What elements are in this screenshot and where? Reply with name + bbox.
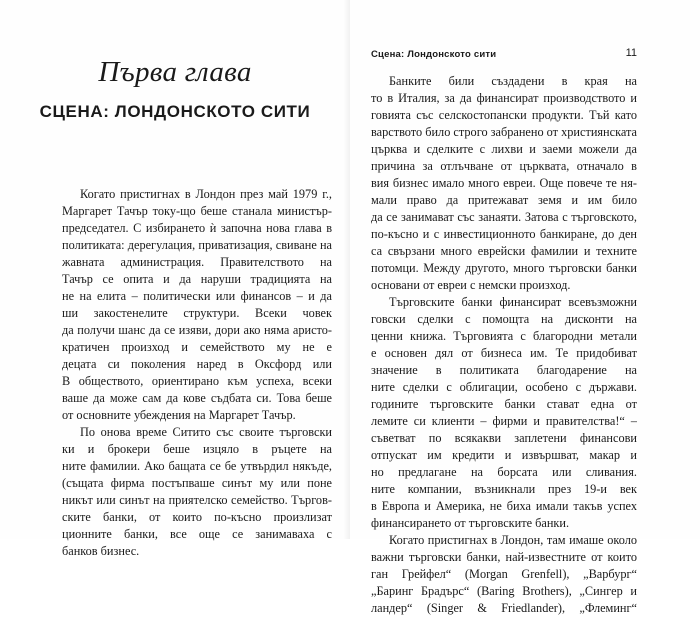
text-line: По онова време Ситито със своите търговски <box>80 425 332 439</box>
text-line: лемите си клиенти – фирми и правителства!“ – <box>371 414 637 428</box>
chapter-title: Първа глава <box>98 56 252 88</box>
text-line: жавната администрация. Правителството на <box>62 255 332 269</box>
text-line: председател. С избирането ѝ започна нова глава в <box>62 221 332 235</box>
text-line: значение в политиката благодарение на <box>371 363 637 377</box>
text-line: Когато пристигнах в Лондон, там имаше около <box>389 533 637 547</box>
text-line: по-късно и с инвестиционното банкиране, до ден <box>371 227 637 241</box>
text-line: ните сделки с облигации, особено с държави. <box>371 380 637 394</box>
text-line: от основните убеждения на Маргарет Тачър. <box>62 408 296 422</box>
text-line: вия бизнес имало много евреи. Още повече те ня- <box>371 176 637 190</box>
text-line: ландер“ (Singer & Friedlander), „Флеминг“ <box>371 601 637 615</box>
scene-title: СЦЕНА: ЛОНДОНСКОТО СИТИ <box>39 102 311 121</box>
text-line: мали право да притежават земя и им било <box>371 193 637 207</box>
right-page-body-text <box>371 73 637 617</box>
text-line: финансирането от търговските банки. <box>371 516 570 530</box>
text-line: ган Грейфел“ (Morgan Grenfell), „Варбург“ <box>371 567 637 581</box>
text-line: кратичен произход и семейството му не е <box>62 340 332 354</box>
text-line: Търговските банки финансират всевъзможни <box>389 295 637 309</box>
text-line: Маргарет Тачър току-що беше станала министър- <box>62 204 332 218</box>
text-line: Банките били създадени в края на <box>389 74 637 88</box>
text-line: е основен дял от бизнеса им. Те придобиват <box>371 346 637 360</box>
text-line: отпускат им кредити и извършват, макар и <box>371 448 637 462</box>
text-line: Когато пристигнах в Лондон през май 1979 г., <box>80 187 332 201</box>
text-line: ваше да може сам да кове съдбата си. Това беше <box>62 391 332 405</box>
text-line: ционните банки, все още се занимаваха с <box>62 527 332 541</box>
text-line: говията със селскостопански продукти. Тъй като <box>371 108 637 122</box>
text-line: В обществото, ориентирано към успеха, всеки <box>62 374 332 388</box>
text-line: причина за отлъчване от църквата, отначало в <box>371 159 637 173</box>
text-line: Тачър се опита и да наруши традицията на <box>62 272 332 286</box>
text-line: да се занимават със занаяти. Затова с търговското, <box>371 210 637 224</box>
text-line: политиката: дерегулация, приватизация, свиване на <box>62 238 332 252</box>
text-line: но предлагане на борсата или сливания. <box>371 465 637 479</box>
left-page <box>0 0 350 558</box>
text-line: „Баринг Брадърс“ (Baring Brothers), „Сингер и <box>371 584 637 598</box>
page-number: 11 <box>625 47 637 59</box>
text-line: потомци. Между другото, много търговски банки <box>371 261 637 275</box>
text-line: ските банки, от които по-късно произлизат <box>62 510 332 524</box>
text-line: в Европа и Америка, не биха имали такъв успех <box>371 499 637 513</box>
left-page-body-text <box>62 186 332 560</box>
text-line: са свързани много еврейски фамилии и техните <box>371 244 637 258</box>
text-line: ки и брокери беше изцяло в ръцете на <box>62 442 332 456</box>
text-line: важни търговски банки, най-известните от които <box>371 550 637 564</box>
text-line: съветват по всякакви заплетени финансови <box>371 431 637 445</box>
text-line: варството било строго забранено от християнската <box>371 125 637 139</box>
running-head: Сцена: Лондонското сити <box>371 49 497 60</box>
text-line: ните компании, възникнали през 19-и век <box>371 482 637 496</box>
text-line: говски сделки с помощта на дисконти на <box>371 312 637 326</box>
text-line: банков бизнес. <box>62 544 140 558</box>
text-line: никът или синът на приятелско семейство. Търгов- <box>62 493 332 507</box>
text-line: годините търговските банки стават една от <box>371 397 637 411</box>
right-page <box>350 0 700 615</box>
text-line: основани от евреи с немски произход. <box>371 278 571 292</box>
text-line: то в Италия, за да финансират производството и <box>371 91 637 105</box>
text-line: ните фамилии. Ако бащата се бе утвърдил някъде, <box>62 459 332 473</box>
text-line: (същата фирма постъпваше синът му или поне <box>62 476 332 490</box>
text-line: децата си поколения наред в Оксфорд или <box>62 357 332 371</box>
text-line: ценни книжа. Търговията с благородни метали <box>371 329 637 343</box>
text-line: ши закостенелите структури. Всеки човек <box>62 306 332 320</box>
text-line: църква и сделките с лихви и заеми можели да <box>371 142 637 156</box>
text-line: да получи шанс да се изяви, дори ако няма аристо- <box>62 323 332 337</box>
text-line: не на елита – политически или финансов – и да <box>62 289 332 303</box>
